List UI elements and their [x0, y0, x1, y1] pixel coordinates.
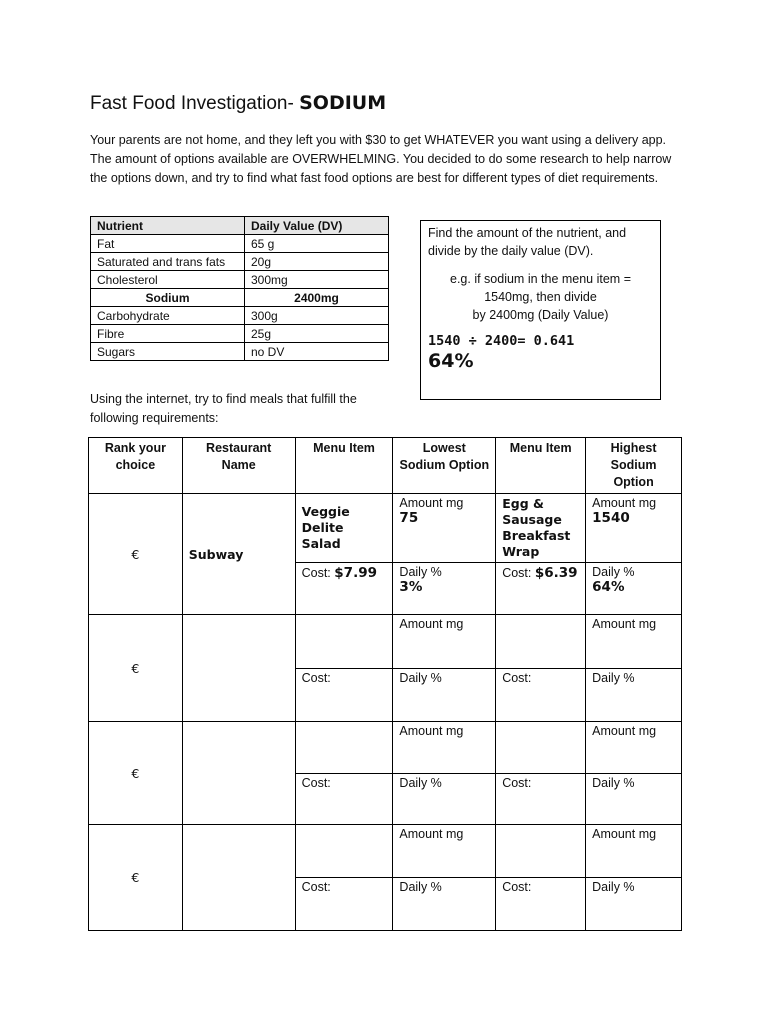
high-cost-cell[interactable] — [496, 669, 586, 722]
amount-label: Amount mg — [399, 617, 464, 631]
high-daily-cell[interactable] — [586, 669, 682, 722]
high-daily-value: 64% — [592, 579, 625, 595]
nutrient-header-row — [91, 217, 389, 235]
info-instruction: Find the amount of the nutrient, and divide by the daily value (DV). — [428, 226, 627, 258]
nutrient-name: Carbohydrate — [91, 307, 245, 325]
low-menu-item[interactable]: Veggie Delite Salad — [295, 494, 393, 563]
low-amount-cell[interactable] — [393, 494, 496, 563]
high-menu-item[interactable]: Egg & Sausage Breakfast Wrap — [496, 494, 586, 563]
nutrient-row — [91, 271, 389, 289]
cost-label: Cost: — [502, 566, 532, 580]
nutrient-dv: 65 g — [245, 235, 389, 253]
low-cost-cell[interactable] — [295, 563, 393, 615]
euro-icon: € — [89, 825, 183, 931]
nutrient-dv: 20g — [245, 253, 389, 271]
euro-icon: € — [89, 615, 183, 722]
high-cost-cell[interactable] — [496, 878, 586, 931]
restaurant-name[interactable]: Subway — [182, 494, 295, 615]
daily-value-header: Daily Value (DV) — [245, 217, 389, 235]
high-cost-cell[interactable] — [496, 774, 586, 825]
low-menu-item[interactable] — [295, 722, 393, 774]
daily-label: Daily % — [399, 671, 442, 685]
daily-label: Daily % — [592, 776, 635, 790]
low-cost-cell[interactable] — [295, 774, 393, 825]
nutrient-row — [91, 253, 389, 271]
high-daily-cell[interactable] — [586, 563, 682, 615]
cost-label: Cost: — [301, 671, 331, 685]
low-menu-item[interactable] — [295, 615, 393, 669]
high-daily-cell[interactable] — [586, 878, 682, 931]
page-title — [90, 92, 386, 115]
daily-label: Daily % — [399, 776, 442, 790]
restaurant-name[interactable] — [182, 825, 295, 931]
amount-label: Amount mg — [399, 827, 464, 841]
intro-paragraph: Your parents are not home, and they left you with $30 to get WHATEVER you want using a delivery app. The amount of options available are OVERWHELMING. You decided to do some research to help narrow the options down, and try to find what fast food options are best for different types of diet requirements. — [90, 133, 672, 185]
low-daily-cell[interactable] — [393, 563, 496, 615]
high-amount-cell[interactable] — [586, 825, 682, 878]
high-amount-value: 1540 — [592, 510, 630, 526]
header-highest-sodium: Highest Sodium Option — [586, 438, 682, 494]
header-rank: Rank your choice — [89, 438, 183, 494]
daily-label: Daily % — [399, 880, 442, 894]
title-bold: SODIUM — [299, 92, 387, 114]
amount-label: Amount mg — [592, 724, 657, 738]
info-example — [428, 270, 653, 324]
daily-label: Daily % — [592, 880, 635, 894]
nutrient-row — [91, 343, 389, 361]
meal-row — [89, 722, 682, 774]
title-prefix: Fast Food Investigation- — [90, 93, 294, 114]
meal-table — [88, 437, 682, 931]
daily-label: Daily % — [592, 671, 635, 685]
cost-label: Cost: — [502, 776, 532, 790]
daily-label: Daily % — [592, 565, 635, 579]
euro-icon: € — [89, 494, 183, 615]
daily-label: Daily % — [399, 565, 442, 579]
info-example-line: e.g. if sodium in the menu item = — [450, 272, 631, 286]
low-amount-value: 75 — [399, 510, 419, 526]
header-lowest-sodium: Lowest Sodium Option — [393, 438, 496, 494]
nutrient-name: Saturated and trans fats — [91, 253, 245, 271]
nutrient-name: Fibre — [91, 325, 245, 343]
nutrient-dv: 2400mg — [245, 289, 389, 307]
high-menu-item[interactable] — [496, 722, 586, 774]
high-menu-item[interactable] — [496, 615, 586, 669]
cost-label: Cost: — [301, 776, 331, 790]
low-cost-cell[interactable] — [295, 669, 393, 722]
high-amount-cell[interactable] — [586, 722, 682, 774]
low-daily-cell[interactable] — [393, 774, 496, 825]
instruction-text: Using the internet, try to find meals that fulfill the following requirements: — [90, 392, 357, 425]
header-menu-item: Menu Item — [295, 438, 393, 494]
nutrient-row — [91, 235, 389, 253]
cost-label: Cost: — [301, 880, 331, 894]
high-cost-cell[interactable] — [496, 563, 586, 615]
restaurant-name[interactable] — [182, 722, 295, 825]
low-daily-cell[interactable] — [393, 669, 496, 722]
low-amount-cell[interactable] — [393, 825, 496, 878]
high-daily-cell[interactable] — [586, 774, 682, 825]
header-restaurant: Restaurant Name — [182, 438, 295, 494]
amount-label: Amount mg — [399, 724, 464, 738]
cost-label: Cost: — [301, 566, 331, 580]
calculation-info-box — [420, 220, 661, 400]
meal-row — [89, 615, 682, 669]
low-amount-cell[interactable] — [393, 722, 496, 774]
low-amount-cell[interactable] — [393, 615, 496, 669]
low-menu-item[interactable] — [295, 825, 393, 878]
nutrient-row — [91, 325, 389, 343]
nutrient-dv: 300g — [245, 307, 389, 325]
info-calculation: 1540 ÷ 2400= 0.641 — [428, 333, 575, 349]
amount-label: Amount mg — [592, 827, 657, 841]
nutrient-dv: no DV — [245, 343, 389, 361]
low-daily-value: 3% — [399, 579, 423, 595]
info-example-line: by 2400mg (Daily Value) — [472, 308, 609, 322]
nutrient-header: Nutrient — [91, 217, 245, 235]
cost-label: Cost: — [502, 671, 532, 685]
low-cost-value: $7.99 — [334, 565, 377, 581]
info-result: 64% — [428, 350, 474, 372]
low-daily-cell[interactable] — [393, 878, 496, 931]
euro-icon: € — [89, 722, 183, 825]
high-menu-item[interactable] — [496, 825, 586, 878]
amount-label: Amount mg — [399, 496, 464, 510]
cost-label: Cost: — [502, 880, 532, 894]
high-cost-value: $6.39 — [534, 565, 578, 581]
nutrient-dv: 300mg — [245, 271, 389, 289]
nutrient-name: Fat — [91, 235, 245, 253]
nutrient-name: Cholesterol — [91, 271, 245, 289]
nutrient-row — [91, 307, 389, 325]
nutrient-row-sodium — [91, 289, 389, 307]
high-amount-cell[interactable] — [586, 615, 682, 669]
meal-row — [89, 825, 682, 878]
info-example-line: 1540mg, then divide — [484, 290, 597, 304]
nutrient-name: Sugars — [91, 343, 245, 361]
restaurant-name[interactable] — [182, 615, 295, 722]
nutrient-dv: 25g — [245, 325, 389, 343]
amount-label: Amount mg — [592, 617, 657, 631]
nutrient-name: Sodium — [91, 289, 245, 307]
low-cost-cell[interactable] — [295, 878, 393, 931]
high-amount-cell[interactable] — [586, 494, 682, 563]
meal-table-header-row — [89, 438, 682, 494]
header-menu-item: Menu Item — [496, 438, 586, 494]
nutrient-table — [90, 216, 389, 361]
amount-label: Amount mg — [592, 496, 657, 510]
meal-row — [89, 494, 682, 563]
